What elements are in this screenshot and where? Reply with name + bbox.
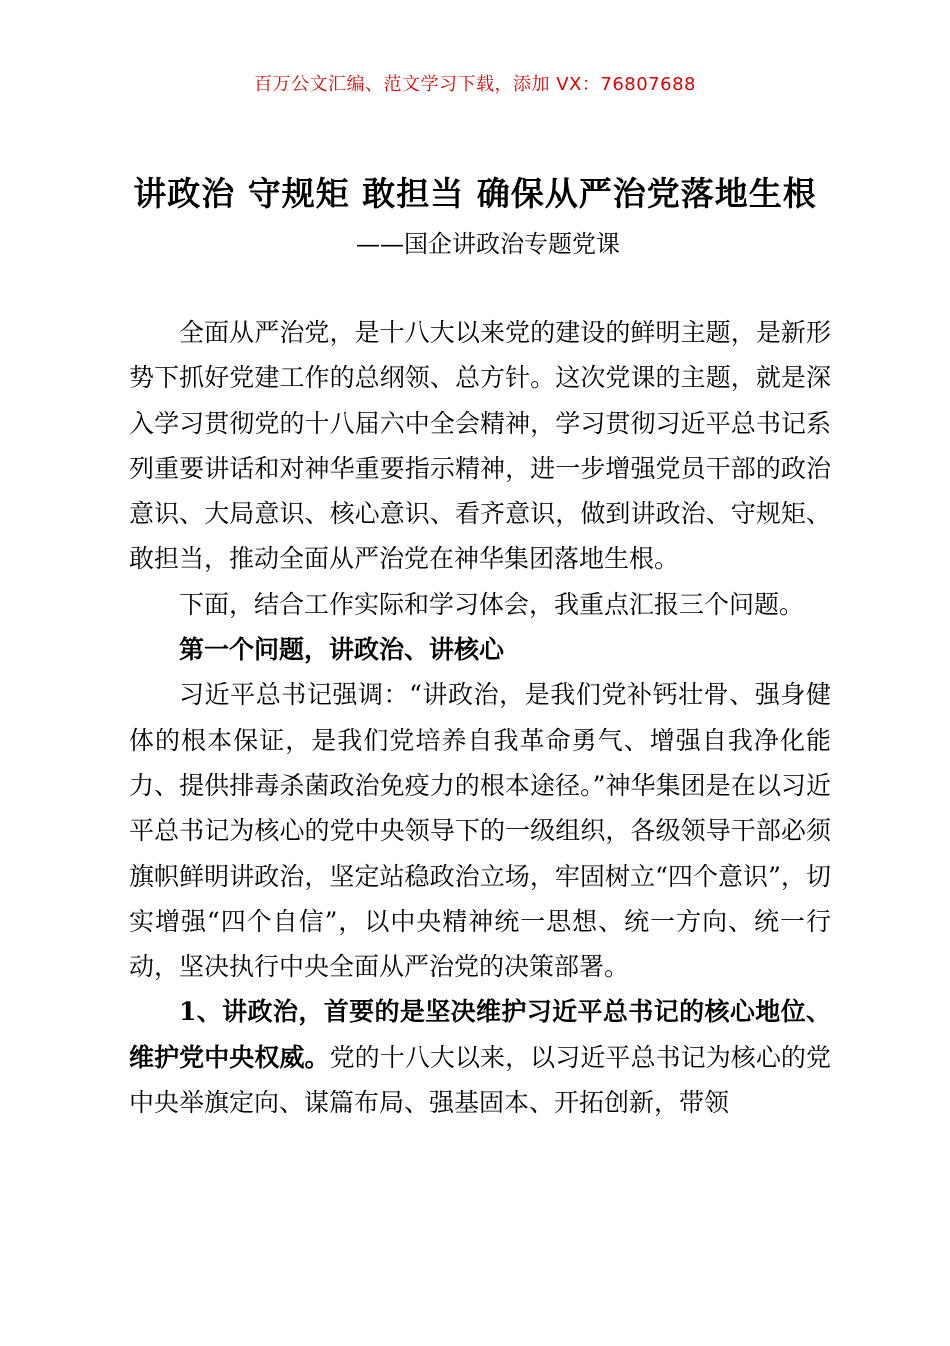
point-1-text: 党的十八大以来，以习近平总书记为核心的党中央举旗定向、谋篇布局、强基固本、开拓创新，带领 (129, 1042, 831, 1118)
paragraph-quote: 习近平总书记强调：“讲政治，是我们党补钙壮骨、强身健体的根本保证，是我们党培养自我革命勇气、增强自我净化能力、提供排毒杀菌政治免疫力的根本途径。”神华集团是在以习近平总书记为核心的党中央领导下的一级组织，各级领导干部必须旗帜鲜明讲政治，坚定站稳政治立场，牢固树立“四个意识”，切实增强“四个自信”，以中央精神统一思想、统一方向、统一行动，坚决执行中央全面从严治党的决策部署。 (129, 680, 831, 982)
document-body (129, 310, 831, 1125)
header-note: 百万公文汇编、范文学习下载，添加 VX：76807688 (254, 74, 696, 95)
paragraph-point-1 (129, 989, 831, 1125)
document-subtitle: ——国企讲政治专题党课 (356, 230, 620, 258)
point-1-lead: 1、讲政治，首要的是坚决维护习近平总书记的核心地位、维护党中央权威。 (129, 997, 831, 1072)
paragraph-intro: 全面从严治党，是十八大以来党的建设的鲜明主题，是新形势下抓好党建工作的总纲领、总方针。这次党课的主题，就是深入学习贯彻党的十八届六中全会精神，学习贯彻习近平总书记系列重要讲话和对神华重要指示精神，进一步增强党员干部的政治意识、大局意识、核心意识、看齐意识，做到讲政治、守规矩、敢担当，推动全面从严治党在神华集团落地生根。 (129, 318, 831, 574)
section-heading-1: 第一个问题，讲政治、讲核心 (179, 635, 505, 665)
paragraph-outline: 下面，结合工作实际和学习体会，我重点汇报三个问题。 (179, 589, 805, 619)
document-title: 讲政治 守规矩 敢担当 确保从严治党落地生根 (133, 174, 817, 213)
